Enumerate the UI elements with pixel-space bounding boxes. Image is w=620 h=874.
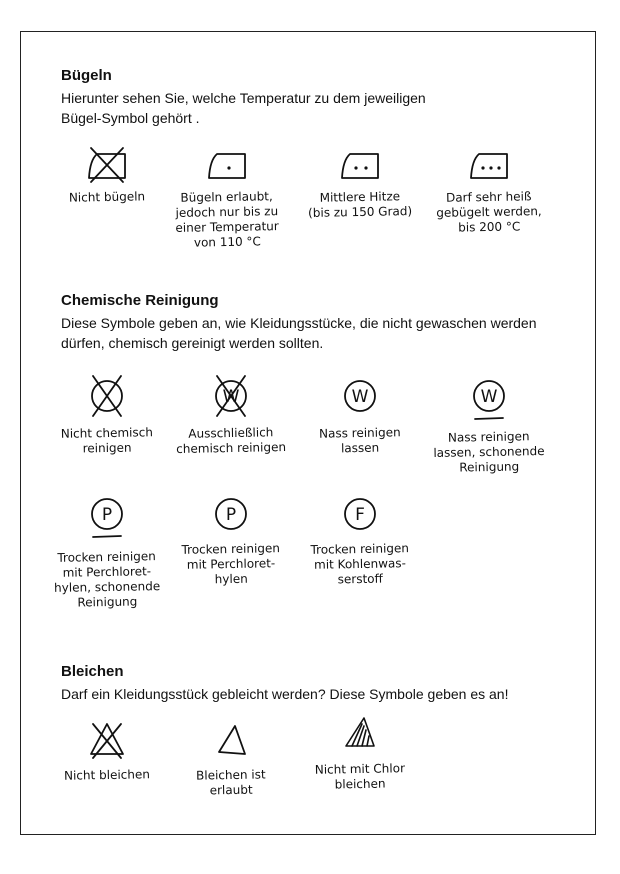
label-line: gebügelt werden, bbox=[436, 204, 542, 220]
symbol-label bbox=[295, 541, 426, 588]
symbol-label bbox=[166, 767, 297, 799]
symbol-letter: W bbox=[480, 387, 498, 407]
label-line: Nicht bleichen bbox=[63, 767, 151, 783]
intro-line: Diese Symbole geben an, wie Kleidungsstücke, die nicht gewaschen werden bbox=[61, 315, 537, 331]
symbol-buegeln-150 bbox=[295, 144, 425, 220]
symbol-bleichen-erlaubt bbox=[166, 718, 296, 798]
label-line: Trocken reinigen bbox=[181, 541, 281, 557]
symbol-label bbox=[295, 761, 426, 793]
iron-one-dot-icon bbox=[205, 144, 249, 184]
triangle-icon bbox=[209, 718, 253, 762]
label-line: serstoff bbox=[337, 571, 383, 587]
label-line: Nicht bügeln bbox=[68, 189, 146, 205]
circle-crossed-icon bbox=[85, 372, 129, 420]
circle-f-icon bbox=[338, 492, 382, 536]
symbol-label bbox=[166, 541, 297, 588]
intro-line: Hierunter sehen Sie, welche Temperatur zu dem jeweiligen bbox=[61, 90, 426, 106]
symbol-label bbox=[41, 549, 172, 611]
symbol-label bbox=[166, 425, 297, 457]
symbol-letter: W bbox=[222, 387, 240, 407]
section-intro-chemisch bbox=[61, 313, 537, 353]
symbol-buegeln-200 bbox=[424, 144, 554, 235]
triangle-hatched-icon bbox=[338, 712, 382, 756]
circle-w-icon bbox=[338, 372, 382, 420]
symbol-label bbox=[424, 189, 555, 236]
label-line: einer Temperatur bbox=[175, 219, 279, 235]
symbol-label bbox=[424, 429, 555, 476]
label-line: chemisch reinigen bbox=[176, 440, 287, 456]
label-line: mit Kohlenwas- bbox=[313, 556, 407, 572]
iron-three-dots-icon bbox=[467, 144, 511, 184]
label-line: Darf sehr heiß bbox=[445, 189, 532, 205]
symbol-perchlor-schonend bbox=[42, 492, 172, 610]
label-line: Bleichen ist bbox=[195, 767, 266, 783]
symbol-perchlor bbox=[166, 492, 296, 587]
label-line: Nicht mit Chlor bbox=[314, 761, 406, 777]
label-line: jedoch nur bis zu bbox=[175, 204, 279, 220]
circle-p-icon bbox=[209, 492, 253, 536]
label-line: von 110 °C bbox=[193, 234, 261, 250]
label-line: hylen, schonende bbox=[53, 579, 161, 595]
symbol-letter: W bbox=[351, 387, 369, 407]
label-line: Nass reinigen bbox=[447, 429, 530, 445]
symbol-label bbox=[42, 425, 173, 457]
label-line: Mittlere Hitze bbox=[319, 189, 401, 205]
circle-w-underlined-icon bbox=[467, 372, 511, 424]
symbol-label bbox=[295, 425, 426, 457]
symbol-nass-reinigen-schonend bbox=[424, 372, 554, 475]
symbol-nicht-buegeln bbox=[42, 144, 172, 205]
symbol-letter: F bbox=[355, 505, 365, 525]
symbol-label bbox=[161, 189, 292, 251]
label-line: Bügeln erlaubt, bbox=[180, 189, 273, 205]
section-intro-bleichen bbox=[61, 684, 509, 704]
label-line: lassen bbox=[340, 440, 380, 456]
circle-w-crossed-icon bbox=[209, 372, 253, 420]
symbol-nicht-chemisch bbox=[42, 372, 172, 456]
label-line: Ausschließlich bbox=[188, 425, 274, 441]
label-line: bis 200 °C bbox=[458, 219, 521, 235]
label-line: mit Perchloret- bbox=[186, 556, 276, 572]
section-title-bleichen: Bleichen bbox=[61, 663, 124, 680]
symbol-label bbox=[42, 189, 172, 206]
triangle-crossed-icon bbox=[85, 718, 129, 762]
section-title-buegeln: Bügeln bbox=[61, 67, 112, 84]
label-line: Nicht chemisch bbox=[60, 425, 154, 441]
symbol-ausschliesslich-chemisch bbox=[166, 372, 296, 456]
label-line: Nass reinigen bbox=[318, 425, 401, 441]
iron-crossed-icon bbox=[85, 144, 129, 184]
section-title-chemisch: Chemische Reinigung bbox=[61, 292, 219, 309]
intro-line: Darf ein Kleidungsstück gebleicht werden? Diese Symbole geben es an! bbox=[61, 686, 509, 702]
label-line: mit Perchloret- bbox=[62, 564, 152, 580]
symbol-nicht-chlor bbox=[295, 712, 425, 792]
symbol-label bbox=[295, 189, 426, 221]
section-intro-buegeln bbox=[61, 88, 426, 128]
iron-two-dots-icon bbox=[338, 144, 382, 184]
circle-p-underlined-icon bbox=[85, 492, 129, 544]
label-line: Trocken reinigen bbox=[57, 549, 156, 565]
symbol-nass-reinigen bbox=[295, 372, 425, 456]
label-line: Reinigung bbox=[459, 459, 520, 475]
label-line: Trocken reinigen bbox=[310, 541, 410, 557]
intro-line: Bügel-Symbol gehört . bbox=[61, 110, 200, 126]
label-line: bleichen bbox=[334, 776, 386, 792]
intro-line: dürfen, chemisch gereinigt werden sollten. bbox=[61, 335, 324, 351]
symbol-label bbox=[42, 767, 172, 784]
label-line: lassen, schonende bbox=[433, 444, 545, 460]
label-line: hylen bbox=[214, 571, 248, 587]
symbol-kohlenwasserstoff bbox=[295, 492, 425, 587]
label-line: reinigen bbox=[82, 440, 132, 456]
label-line: erlaubt bbox=[209, 782, 253, 798]
symbol-buegeln-110 bbox=[162, 144, 292, 250]
symbol-nicht-bleichen bbox=[42, 718, 172, 783]
symbol-letter: P bbox=[225, 505, 237, 525]
label-line: (bis zu 150 Grad) bbox=[307, 204, 413, 220]
label-line: Reinigung bbox=[77, 594, 138, 610]
symbol-letter: P bbox=[101, 505, 113, 525]
